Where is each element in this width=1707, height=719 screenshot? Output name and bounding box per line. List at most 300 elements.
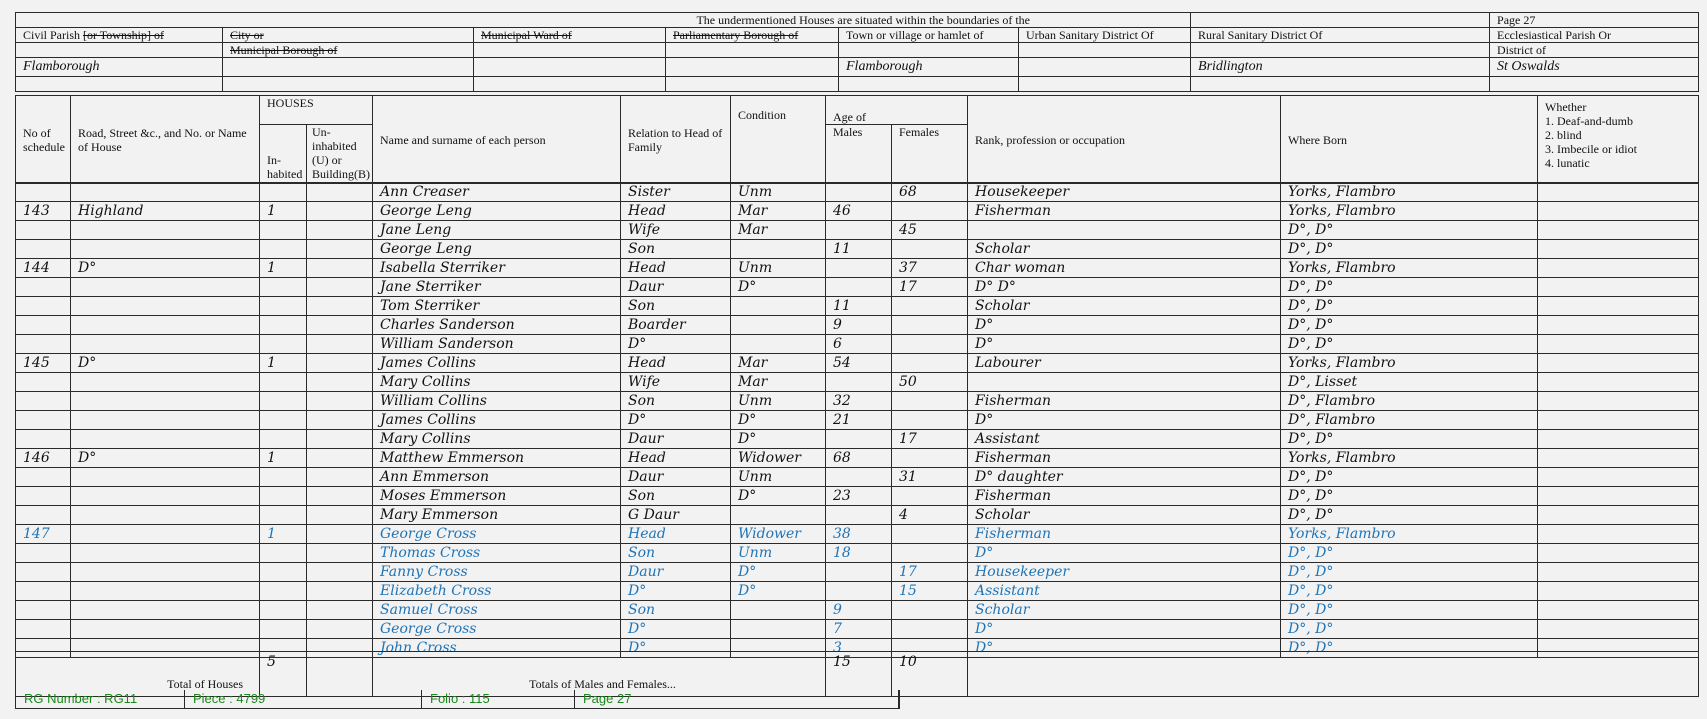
males-cell: 7: [826, 620, 892, 639]
census-entries: [15, 182, 1699, 658]
uninhabited-cell: [307, 601, 373, 620]
whether-cell: [1538, 487, 1699, 506]
females-cell: [892, 202, 968, 221]
road-cell: [71, 563, 260, 582]
road-cell: [71, 468, 260, 487]
table-row: [16, 468, 1699, 487]
whether-cell: [1538, 354, 1699, 373]
schedule-cell: 144: [16, 259, 71, 278]
uninhabited-cell: [307, 297, 373, 316]
relation-cell: Head: [621, 259, 731, 278]
females-cell: [892, 297, 968, 316]
relation-cell: Head: [621, 449, 731, 468]
totals-people-label: Totals of Males and Females...: [373, 652, 826, 697]
condition-cell: D°: [731, 430, 826, 449]
inhabited-cell: [260, 544, 307, 563]
schedule-cell: [16, 240, 71, 259]
inhabited-cell: [260, 335, 307, 354]
inhabited-cell: [260, 620, 307, 639]
whether-cell: [1538, 335, 1699, 354]
born-cell: D°, D°: [1281, 335, 1538, 354]
males-cell: [826, 468, 892, 487]
folio-number: Folio : 115: [422, 690, 575, 708]
females-cell: 50: [892, 373, 968, 392]
relation-cell: D°: [621, 582, 731, 601]
name-cell: William Sanderson: [373, 335, 621, 354]
females-cell: [892, 601, 968, 620]
name-cell: Jane Sterriker: [373, 278, 621, 297]
females-cell: [892, 544, 968, 563]
name-cell: Mary Emmerson: [373, 506, 621, 525]
occupation-cell: Fisherman: [968, 202, 1281, 221]
born-cell: Yorks, Flambro: [1281, 259, 1538, 278]
page-number: Page 27: [575, 690, 899, 708]
whether-cell: [1538, 392, 1699, 411]
schedule-cell: [16, 335, 71, 354]
table-row: [16, 221, 1699, 240]
header-road: Road, Street &c., and No. or Name of House: [71, 96, 260, 184]
inhabited-cell: [260, 468, 307, 487]
table-row: [16, 202, 1699, 221]
born-cell: D°, Flambro: [1281, 392, 1538, 411]
inhabited-cell: [260, 506, 307, 525]
inhabited-cell: [260, 601, 307, 620]
females-cell: [892, 487, 968, 506]
born-cell: D°, D°: [1281, 506, 1538, 525]
column-headers: [15, 95, 1699, 184]
whether-cell: [1538, 202, 1699, 221]
females-cell: 31: [892, 468, 968, 487]
females-cell: 17: [892, 563, 968, 582]
males-cell: 11: [826, 297, 892, 316]
name-cell: Isabella Sterriker: [373, 259, 621, 278]
table-row: [16, 316, 1699, 335]
schedule-cell: [16, 487, 71, 506]
name-cell: George Leng: [373, 202, 621, 221]
males-cell: 11: [826, 240, 892, 259]
inhabited-cell: [260, 278, 307, 297]
born-cell: D°, D°: [1281, 487, 1538, 506]
inhabited-cell: [260, 373, 307, 392]
occupation-cell: Fisherman: [968, 525, 1281, 544]
parliamentary-label: Parliamentary Borough of: [666, 28, 839, 43]
header-condition: Condition: [731, 96, 826, 184]
born-cell: D°, D°: [1281, 620, 1538, 639]
town-label: Town or village or hamlet of: [839, 28, 1019, 43]
rural-value: Bridlington: [1191, 58, 1490, 77]
table-row: [16, 278, 1699, 297]
inhabited-cell: 1: [260, 449, 307, 468]
born-cell: D°, D°: [1281, 563, 1538, 582]
occupation-cell: D°: [968, 639, 1281, 658]
occupation-cell: D°: [968, 411, 1281, 430]
whether-cell: [1538, 601, 1699, 620]
inhabited-cell: [260, 582, 307, 601]
uninhabited-cell: [307, 354, 373, 373]
header-uninhabited: Un-inhabited (U) or Building(B): [307, 125, 373, 184]
condition-cell: Widower: [731, 525, 826, 544]
road-cell: D°: [71, 259, 260, 278]
relation-cell: Son: [621, 487, 731, 506]
whether-cell: [1538, 411, 1699, 430]
civil-parish-label: Civil Parish [or Township] of: [16, 28, 223, 43]
uninhabited-cell: [307, 582, 373, 601]
table-row: [16, 297, 1699, 316]
schedule-cell: 145: [16, 354, 71, 373]
occupation-cell: [968, 221, 1281, 240]
relation-cell: Daur: [621, 468, 731, 487]
relation-cell: D°: [621, 335, 731, 354]
born-cell: D°, D°: [1281, 544, 1538, 563]
condition-cell: Unm: [731, 468, 826, 487]
schedule-cell: [16, 563, 71, 582]
occupation-cell: [968, 373, 1281, 392]
schedule-cell: [16, 620, 71, 639]
table-row: [16, 183, 1699, 202]
relation-cell: Sister: [621, 183, 731, 202]
inhabited-cell: 1: [260, 354, 307, 373]
name-cell: Thomas Cross: [373, 544, 621, 563]
males-cell: [826, 183, 892, 202]
females-cell: 4: [892, 506, 968, 525]
born-cell: D°, D°: [1281, 430, 1538, 449]
whether-cell: [1538, 620, 1699, 639]
piece-number: Piece : 4799: [185, 690, 422, 708]
females-cell: 37: [892, 259, 968, 278]
whether-cell: [1538, 468, 1699, 487]
occupation-cell: D° daughter: [968, 468, 1281, 487]
born-cell: Yorks, Flambro: [1281, 183, 1538, 202]
males-cell: 18: [826, 544, 892, 563]
condition-cell: Mar: [731, 373, 826, 392]
table-row: [16, 240, 1699, 259]
table-row: [16, 601, 1699, 620]
occupation-cell: Fisherman: [968, 392, 1281, 411]
males-cell: 3: [826, 639, 892, 658]
schedule-cell: [16, 411, 71, 430]
schedule-cell: [16, 544, 71, 563]
uninhabited-cell: [307, 202, 373, 221]
table-row: [16, 525, 1699, 544]
condition-cell: Unm: [731, 544, 826, 563]
header-age-of: Age of: [826, 96, 968, 125]
header-schedule: No of schedule: [16, 96, 71, 184]
road-cell: [71, 335, 260, 354]
uninhabited-cell: [307, 335, 373, 354]
born-cell: D°, Lisset: [1281, 373, 1538, 392]
table-row: [16, 620, 1699, 639]
born-cell: D°, D°: [1281, 240, 1538, 259]
name-cell: Ann Creaser: [373, 183, 621, 202]
born-cell: D°, D°: [1281, 221, 1538, 240]
uninhabited-cell: [307, 411, 373, 430]
town-value: Flamborough: [839, 58, 1019, 77]
uninhabited-cell: [307, 278, 373, 297]
inhabited-cell: [260, 392, 307, 411]
males-cell: [826, 373, 892, 392]
males-cell: [826, 259, 892, 278]
females-cell: [892, 620, 968, 639]
males-cell: 21: [826, 411, 892, 430]
municipal-borough-label: Municipal Borough of: [223, 43, 474, 58]
schedule-cell: 143: [16, 202, 71, 221]
road-cell: [71, 430, 260, 449]
schedule-cell: [16, 221, 71, 240]
condition-cell: Mar: [731, 354, 826, 373]
schedule-cell: [16, 582, 71, 601]
males-cell: [826, 221, 892, 240]
born-cell: Yorks, Flambro: [1281, 354, 1538, 373]
occupation-cell: Scholar: [968, 506, 1281, 525]
relation-cell: Wife: [621, 373, 731, 392]
reference-footer: [15, 690, 900, 709]
uninhabited-cell: [307, 487, 373, 506]
males-cell: [826, 278, 892, 297]
relation-cell: D°: [621, 411, 731, 430]
condition-cell: Widower: [731, 449, 826, 468]
header-born: Where Born: [1281, 96, 1538, 184]
condition-cell: [731, 316, 826, 335]
condition-cell: Mar: [731, 202, 826, 221]
table-row: [16, 411, 1699, 430]
whether-cell: [1538, 430, 1699, 449]
born-cell: D°, D°: [1281, 639, 1538, 658]
relation-cell: Son: [621, 601, 731, 620]
table-row: [16, 392, 1699, 411]
schedule-cell: [16, 468, 71, 487]
relation-cell: Head: [621, 202, 731, 221]
relation-cell: Daur: [621, 563, 731, 582]
inhabited-cell: 1: [260, 202, 307, 221]
occupation-cell: Scholar: [968, 297, 1281, 316]
boundaries-table: [15, 12, 1699, 92]
name-cell: George Cross: [373, 525, 621, 544]
road-cell: Highland: [71, 202, 260, 221]
table-row: [16, 487, 1699, 506]
relation-cell: Son: [621, 392, 731, 411]
condition-cell: [731, 506, 826, 525]
inhabited-cell: [260, 411, 307, 430]
schedule-cell: [16, 506, 71, 525]
rg-number: RG Number : RG11: [16, 690, 185, 708]
road-cell: [71, 582, 260, 601]
condition-cell: [731, 240, 826, 259]
schedule-cell: [16, 373, 71, 392]
road-cell: [71, 525, 260, 544]
uninhabited-cell: [307, 544, 373, 563]
table-row: [16, 506, 1699, 525]
condition-cell: [731, 620, 826, 639]
road-cell: [71, 278, 260, 297]
whether-cell: [1538, 183, 1699, 202]
name-cell: Mary Collins: [373, 430, 621, 449]
females-cell: 17: [892, 430, 968, 449]
road-cell: [71, 620, 260, 639]
condition-cell: [731, 297, 826, 316]
occupation-cell: Scholar: [968, 240, 1281, 259]
males-cell: [826, 430, 892, 449]
road-cell: [71, 601, 260, 620]
schedule-cell: [16, 297, 71, 316]
civil-parish-value: Flamborough: [16, 58, 223, 77]
uninhabited-cell: [307, 316, 373, 335]
occupation-cell: D°: [968, 544, 1281, 563]
name-cell: Charles Sanderson: [373, 316, 621, 335]
whether-cell: [1538, 449, 1699, 468]
name-cell: John Cross: [373, 639, 621, 658]
uninhabited-cell: [307, 240, 373, 259]
road-cell: [71, 221, 260, 240]
name-cell: William Collins: [373, 392, 621, 411]
born-cell: Yorks, Flambro: [1281, 525, 1538, 544]
occupation-cell: Char woman: [968, 259, 1281, 278]
whether-cell: [1538, 240, 1699, 259]
header-inhabited: In-habited: [260, 125, 307, 184]
table-row: [16, 582, 1699, 601]
born-cell: D°, D°: [1281, 316, 1538, 335]
males-cell: 54: [826, 354, 892, 373]
females-cell: 45: [892, 221, 968, 240]
district-label: District of: [1490, 43, 1699, 58]
occupation-cell: Housekeeper: [968, 563, 1281, 582]
occupation-cell: Assistant: [968, 582, 1281, 601]
road-cell: [71, 316, 260, 335]
road-cell: [71, 506, 260, 525]
females-cell: [892, 316, 968, 335]
road-cell: [71, 297, 260, 316]
occupation-cell: Scholar: [968, 601, 1281, 620]
relation-cell: Son: [621, 240, 731, 259]
condition-cell: [731, 335, 826, 354]
uninhabited-cell: [307, 468, 373, 487]
whether-cell: [1538, 373, 1699, 392]
name-cell: George Cross: [373, 620, 621, 639]
table-row: [16, 373, 1699, 392]
relation-cell: Daur: [621, 430, 731, 449]
road-cell: D°: [71, 449, 260, 468]
road-cell: [71, 411, 260, 430]
born-cell: D°, D°: [1281, 601, 1538, 620]
inhabited-cell: [260, 240, 307, 259]
road-cell: [71, 240, 260, 259]
relation-cell: Son: [621, 544, 731, 563]
males-cell: 9: [826, 316, 892, 335]
whether-cell: [1538, 297, 1699, 316]
females-cell: 68: [892, 183, 968, 202]
born-cell: D°, Flambro: [1281, 411, 1538, 430]
uninhabited-cell: [307, 183, 373, 202]
road-cell: [71, 392, 260, 411]
born-cell: Yorks, Flambro: [1281, 202, 1538, 221]
inhabited-cell: [260, 221, 307, 240]
relation-cell: D°: [621, 620, 731, 639]
header-relation: Relation to Head of Family: [621, 96, 731, 184]
uninhabited-cell: [307, 221, 373, 240]
uninhabited-cell: [307, 392, 373, 411]
inhabited-cell: [260, 563, 307, 582]
whether-cell: [1538, 563, 1699, 582]
name-cell: Fanny Cross: [373, 563, 621, 582]
occupation-cell: D°: [968, 620, 1281, 639]
schedule-cell: [16, 278, 71, 297]
total-houses-value: 5: [260, 652, 307, 697]
females-cell: [892, 354, 968, 373]
uninhabited-cell: [307, 506, 373, 525]
whether-cell: [1538, 278, 1699, 297]
boundaries-title: The undermentioned Houses are situated within the boundaries of the: [16, 13, 1191, 28]
name-cell: Tom Sterriker: [373, 297, 621, 316]
condition-cell: D°: [731, 563, 826, 582]
females-cell: [892, 411, 968, 430]
occupation-cell: Housekeeper: [968, 183, 1281, 202]
name-cell: Mary Collins: [373, 373, 621, 392]
born-cell: D°, D°: [1281, 582, 1538, 601]
males-cell: [826, 563, 892, 582]
table-row: [16, 354, 1699, 373]
occupation-cell: D°: [968, 316, 1281, 335]
uninhabited-cell: [307, 373, 373, 392]
rural-label: Rural Sanitary District Of: [1191, 28, 1490, 43]
males-cell: 6: [826, 335, 892, 354]
condition-cell: Unm: [731, 392, 826, 411]
relation-cell: Head: [621, 354, 731, 373]
whether-cell: [1538, 544, 1699, 563]
relation-cell: D°: [621, 639, 731, 658]
born-cell: D°, D°: [1281, 297, 1538, 316]
header-whether: Whether 1. Deaf-and-dumb 2. blind 3. Imbecile or idiot 4. lunatic: [1538, 96, 1699, 184]
males-cell: 23: [826, 487, 892, 506]
whether-cell: [1538, 525, 1699, 544]
ecclesiastical-label: Ecclesiastical Parish Or: [1490, 28, 1699, 43]
road-cell: D°: [71, 354, 260, 373]
name-cell: Moses Emmerson: [373, 487, 621, 506]
name-cell: Matthew Emmerson: [373, 449, 621, 468]
whether-cell: [1538, 221, 1699, 240]
condition-cell: Unm: [731, 259, 826, 278]
males-cell: 68: [826, 449, 892, 468]
uninhabited-cell: [307, 563, 373, 582]
header-occupation: Rank, profession or occupation: [968, 96, 1281, 184]
condition-cell: Unm: [731, 183, 826, 202]
name-cell: Elizabeth Cross: [373, 582, 621, 601]
males-cell: 46: [826, 202, 892, 221]
inhabited-cell: [260, 297, 307, 316]
ecclesiastical-value: St Oswalds: [1490, 58, 1699, 77]
inhabited-cell: [260, 487, 307, 506]
road-cell: [71, 487, 260, 506]
name-cell: Samuel Cross: [373, 601, 621, 620]
city-label: City or: [223, 28, 474, 43]
relation-cell: Son: [621, 297, 731, 316]
occupation-cell: Assistant: [968, 430, 1281, 449]
condition-cell: D°: [731, 411, 826, 430]
header-houses: HOUSES: [260, 96, 373, 125]
table-row: [16, 449, 1699, 468]
inhabited-cell: [260, 316, 307, 335]
uninhabited-cell: [307, 259, 373, 278]
males-cell: [826, 582, 892, 601]
relation-cell: G Daur: [621, 506, 731, 525]
males-cell: 9: [826, 601, 892, 620]
schedule-cell: 146: [16, 449, 71, 468]
municipal-ward-label: Municipal Ward of: [474, 28, 666, 43]
schedule-cell: [16, 430, 71, 449]
schedule-cell: [16, 183, 71, 202]
females-cell: [892, 525, 968, 544]
schedule-cell: [16, 392, 71, 411]
inhabited-cell: 1: [260, 259, 307, 278]
schedule-cell: 147: [16, 525, 71, 544]
